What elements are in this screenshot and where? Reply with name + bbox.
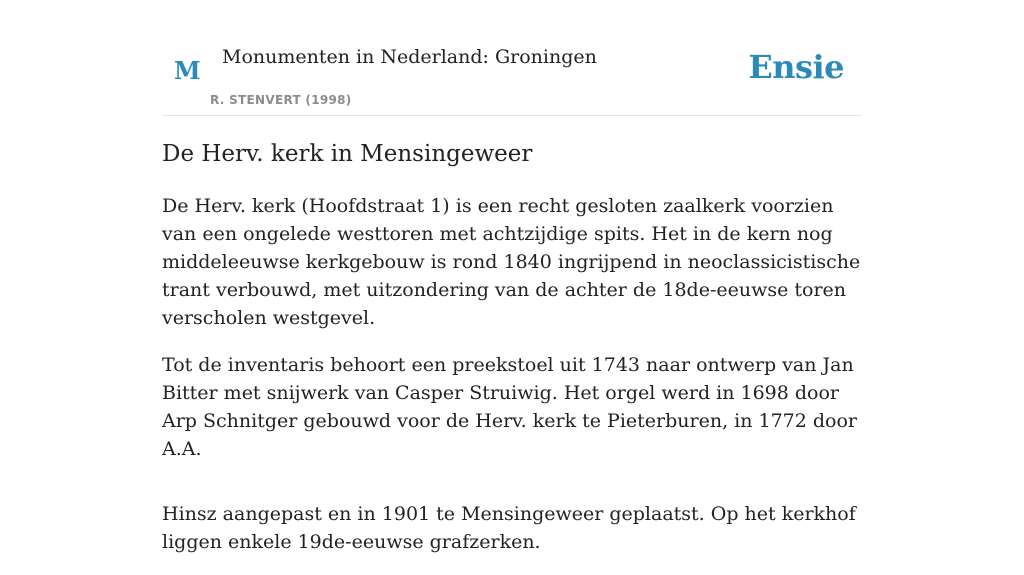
article-paragraph-1: De Herv. kerk (Hoofdstraat 1) is een recht gesloten zaalkerk voorzien van een ongelede westtoren met achtzijdige spits. Het in de kern nog middeleeuwse kerkgebouw is rond 1840 ingrijpend in neoclassicistische trant verbouwd, met uitzondering van de achter de 18de-eeuwse toren verscholen westgevel. bbox=[162, 195, 861, 329]
book-initial-icon[interactable]: M bbox=[174, 56, 201, 85]
page-header bbox=[162, 30, 862, 116]
article-title: De Herv. kerk in Mensingeweer bbox=[162, 141, 533, 167]
article-paragraph-2: Tot de inventaris behoort een preekstoel uit 1743 naar ontwerp van Jan Bitter met snijwerk van Casper Struiwig. Het orgel werd in 1698 door Arp Schnitger gebouwd voor de Herv. kerk te Pieterburen, in 1772 door A.A. bbox=[162, 354, 858, 460]
ensie-logo[interactable]: Ensie bbox=[748, 48, 844, 86]
book-title[interactable]: Monumenten in Nederland: Groningen bbox=[222, 46, 597, 68]
book-author: R. STENVERT (1998) bbox=[210, 93, 352, 107]
article bbox=[162, 138, 862, 575]
article-paragraph-3: Hinsz aangepast en in 1901 te Mensingeweer geplaatst. Op het kerkhof liggen enkele 19de-eeuwse grafzerken. bbox=[162, 503, 856, 553]
